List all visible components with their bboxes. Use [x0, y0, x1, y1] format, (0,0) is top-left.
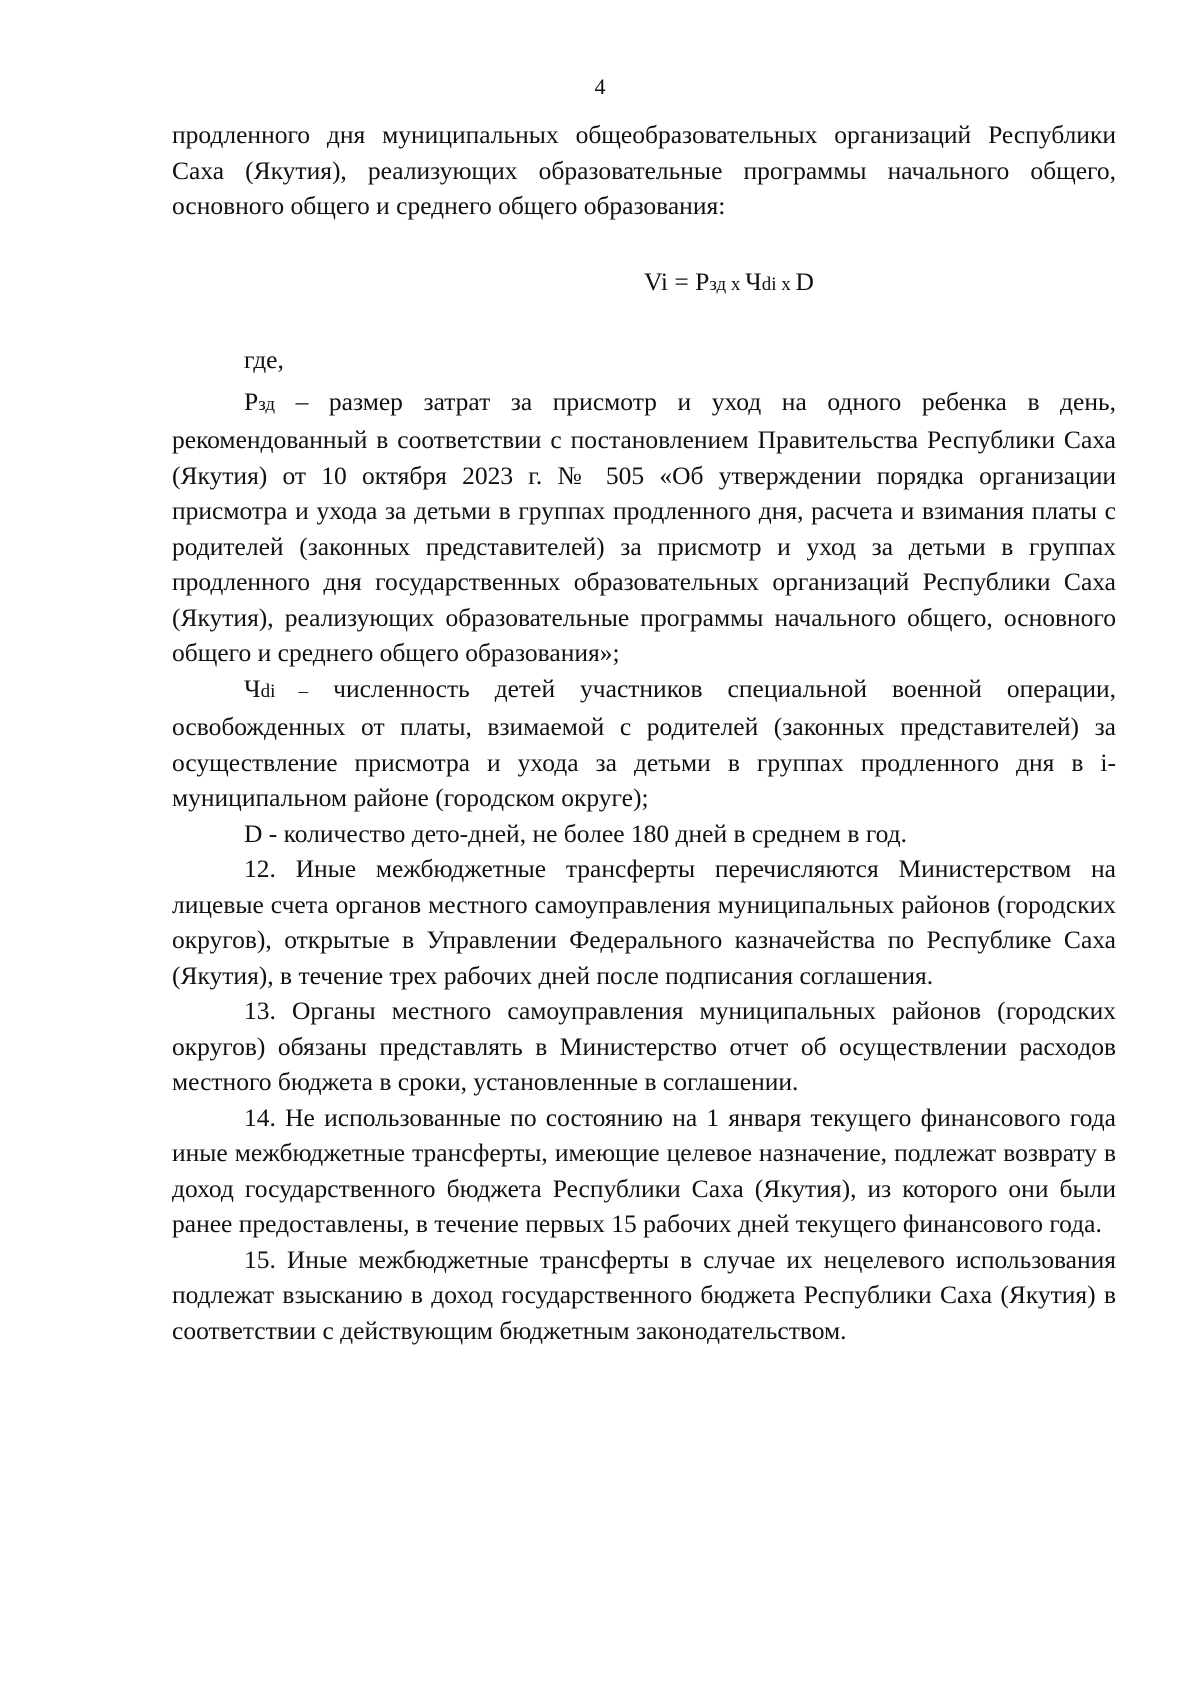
paragraph-15: 15. Иные межбюджетные трансферты в случае их нецелевого использования подлежат взысканию в доход государственного бюджета Республики Саха (Якутия) в соответствии с действующим бюджетным законодательством.	[172, 1244, 1116, 1345]
page-number: 4	[594, 74, 606, 99]
intro-paragraph: продленного дня муниципальных общеобразовательных организаций Республики Саха (Якутия), реализующих образовательные программы начального общего, основного общего и среднего общего образования:	[172, 120, 1116, 220]
formula-p-sub: зд	[709, 273, 727, 295]
where-label: где,	[244, 345, 284, 374]
definition-p-text: – размер затрат за присмотр и уход на одного ребенка в день, рекомендованный в соответствии с постановлением Правительства Республики Саха (Якутия) от 10 октября 2023 г. № 505 «Об утверждении порядка организации присмотра и ухода за детьми в группах продленного дня, расчета и взимания платы с родителей (законных представителей) за присмотр и уход за детьми в группах продленного дня государственных образовательных организаций Республики Саха (Якутия), реализующих образовательные программы начального общего, основного общего и среднего общего образования»;	[172, 386, 1116, 667]
document-body	[172, 117, 1116, 1348]
definition-ch-text: численность детей участников специальной военной операции, освобожденных от платы, взимаемой с родителей (законных представителей) за осуществление присмотра и ухода за детьми в группах продленного дня в i-муниципальном районе (городском округе);	[172, 673, 1116, 812]
formula-times-1: x	[726, 273, 746, 295]
formula-lhs: Vi =	[644, 266, 696, 296]
definition-p-term: P	[244, 386, 259, 416]
definition-p-term-sub: зд	[258, 393, 276, 415]
formula-times-2: x	[776, 273, 796, 295]
definition-p	[172, 384, 1116, 671]
definition-ch-term-sub: di –	[260, 680, 309, 702]
formula	[172, 264, 1116, 303]
formula-d: D	[795, 266, 814, 296]
definition-d: D - количество дето-дней, не более 180 дней в среднем в год.	[244, 818, 908, 848]
formula-ch-sub: di	[761, 273, 777, 295]
formula-p: P	[695, 266, 710, 296]
formula-ch: Ч	[745, 266, 762, 296]
paragraph-12: 12. Иные межбюджетные трансферты перечисляются Министерством на лицевые счета органов местного самоуправления муниципальных районов (городских округов), открытые в Управлении Федерального казначейства по Республике Саха (Якутия), в течение трех рабочих дней после подписания соглашения.	[172, 854, 1116, 990]
definition-ch	[172, 671, 1116, 816]
paragraph-14: 14. Не использованные по состоянию на 1 января текущего финансового года иные межбюджетные трансферты, имеющие целевое назначение, подлежат возврату в доход государственного бюджета Республики Саха (Якутия), из которого они были ранее предоставлены, в течение первых 15 рабочих дней текущего финансового года.	[172, 1102, 1116, 1238]
definition-ch-term: Ч	[244, 673, 261, 703]
paragraph-13: 13. Органы местного самоуправления муниципальных районов (городских округов) обязаны представлять в Министерство отчет об осуществлении расходов местного бюджета в сроки, установленные в соглашении.	[172, 996, 1116, 1096]
